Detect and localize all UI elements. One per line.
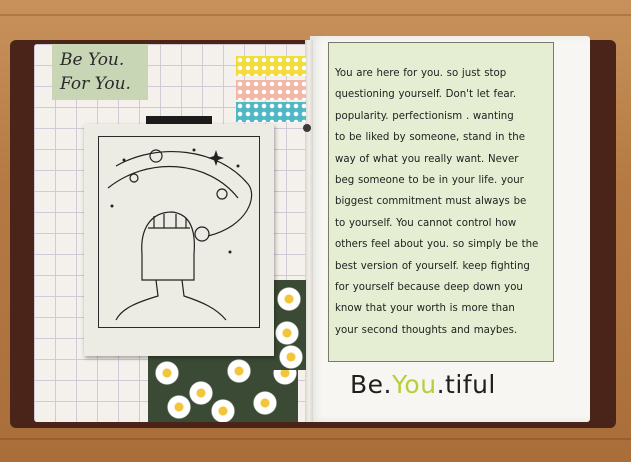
daisy-flower [226, 358, 252, 384]
note-line: others feel about you. so simply be the [335, 239, 539, 251]
girl-with-planets-sketch [98, 136, 258, 326]
planet-icon [150, 150, 162, 162]
note-line: beg someone to be in your life. your [335, 175, 524, 187]
note-line: for yourself because deep down you [335, 282, 523, 294]
wood-grain [0, 438, 631, 440]
daisy-flower [276, 286, 302, 312]
sketch-card [84, 124, 274, 356]
binding-ring [303, 124, 311, 132]
planet-icon [217, 189, 227, 199]
note-line: to be liked by someone, stand in the [335, 132, 525, 144]
note-line: questioning yourself. Don't let fear. [335, 89, 517, 101]
daisy-flower [154, 360, 180, 386]
handwritten-note [328, 42, 554, 362]
star-dot [229, 251, 232, 254]
wood-grain [0, 14, 631, 16]
note-line: You are here for you. so just stop [335, 68, 507, 79]
daisy-flower [278, 344, 304, 370]
daisy-flower [274, 320, 300, 346]
orbit-line [116, 152, 252, 236]
star-dot [123, 159, 126, 162]
planet-icon [130, 174, 138, 182]
note-line: biggest commitment must always be [335, 196, 527, 208]
daisy-flower [188, 380, 214, 406]
title-line: Be You. [60, 50, 125, 70]
tagline [350, 370, 570, 399]
tagline-prefix: Be. [350, 370, 392, 399]
note-line: know that your worth is more than [335, 303, 515, 315]
washi-tape-teal [236, 102, 306, 122]
daisy-flower [252, 390, 278, 416]
daisy-photo-clipping [270, 280, 306, 370]
planet-icon [195, 227, 209, 241]
orbit-line [108, 166, 238, 198]
title-line: For You. [60, 74, 131, 94]
washi-tape-pink [236, 80, 306, 100]
page-gutter [305, 40, 313, 422]
tagline-suffix: .tiful [436, 370, 496, 399]
title-card [52, 44, 148, 100]
star-dot [193, 149, 196, 152]
neck-shoulders [116, 280, 226, 320]
note-text [335, 63, 549, 341]
note-line: your second thoughts and maybes. [335, 324, 518, 336]
sparkle-icon [208, 150, 224, 166]
tagline-accent: You [391, 370, 437, 399]
daisy-flower [166, 394, 192, 420]
note-line: popularity. perfectionism . wanting [335, 110, 514, 122]
daisy-flower [210, 398, 236, 422]
star-dot [237, 165, 240, 168]
star-dot [111, 205, 114, 208]
note-line: way of what you really want. Never [335, 153, 519, 165]
note-line: best version of yourself. keep fighting [335, 260, 530, 272]
washi-tape-yellow [236, 56, 306, 76]
note-line: to yourself. You cannot control how [335, 217, 517, 229]
